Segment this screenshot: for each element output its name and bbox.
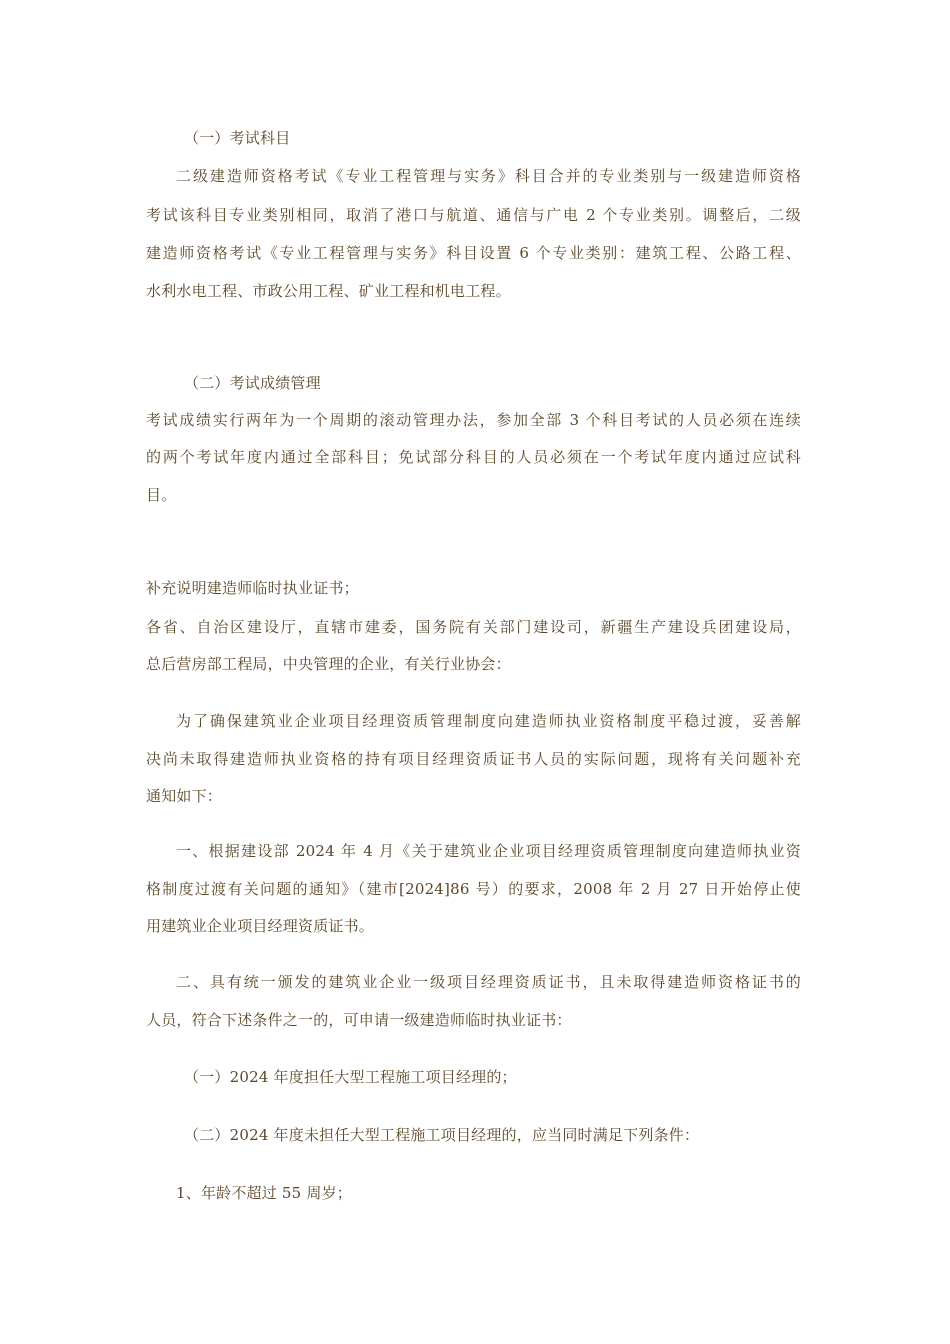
paragraph-line: 考试成绩实行两年为一个周期的滚动管理办法，参加全部 3 个科目考试的人员必须在连续 [146,411,801,429]
paragraph-line: 格制度过渡有关问题的通知》（建市[2024]86 号）的要求，2008 年 2 月 27 日开始停止使 [146,880,801,898]
section-heading-score-management: （二）考试成绩管理 [184,374,321,392]
paragraph-line: 目。 [146,486,177,504]
paragraph-line: 一、根据建设部 2024 年 4 月《关于建筑业企业项目经理资质管理制度向建造师执业资 [176,842,801,860]
section-heading-exam-subjects: （一）考试科目 [184,129,291,147]
paragraph-line: 用建筑业企业项目经理资质证书。 [146,917,375,935]
addressee-line: 总后营房部工程局，中央管理的企业，有关行业协会： [146,655,511,673]
paragraph-line: 决尚未取得建造师执业资格的持有项目经理资质证书人员的实际问题，现将有关问题补充 [146,750,801,768]
paragraph-line: 水利水电工程、市政公用工程、矿业工程和机电工程。 [146,282,511,300]
paragraph-line: 二、具有统一颁发的建筑业企业一级项目经理资质证书，且未取得建造师资格证书的 [176,973,801,991]
paragraph-line: 考试该科目专业类别相同，取消了港口与航道、通信与广电 2 个专业类别。调整后，二级 [146,206,801,224]
sub-item: （一）2024 年度担任大型工程施工项目经理的； [184,1068,517,1086]
paragraph-line: 建造师资格考试《专业工程管理与实务》科目设置 6 个专业类别：建筑工程、公路工程、 [146,244,801,262]
paragraph-line: 的两个考试年度内通过全部科目；免试部分科目的人员必须在一个考试年度内通过应试科 [146,448,801,466]
supplement-title: 补充说明建造师临时执业证书； [146,579,359,597]
paragraph-line: 为了确保建筑业企业项目经理资质管理制度向建造师执业资格制度平稳过渡，妥善解 [176,712,801,730]
paragraph-line: 二级建造师资格考试《专业工程管理与实务》科目合并的专业类别与一级建造师资格 [176,167,801,185]
paragraph-line: 通知如下： [146,787,223,805]
sub-item: （二）2024 年度未担任大型工程施工项目经理的，应当同时满足下列条件： [184,1126,700,1144]
condition-item: 1、年龄不超过 55 周岁； [176,1184,352,1202]
addressee-line: 各省、自治区建设厅，直辖市建委，国务院有关部门建设司，新疆生产建设兵团建设局， [146,618,801,636]
paragraph-line: 人员，符合下述条件之一的，可申请一级建造师临时执业证书： [146,1011,572,1029]
